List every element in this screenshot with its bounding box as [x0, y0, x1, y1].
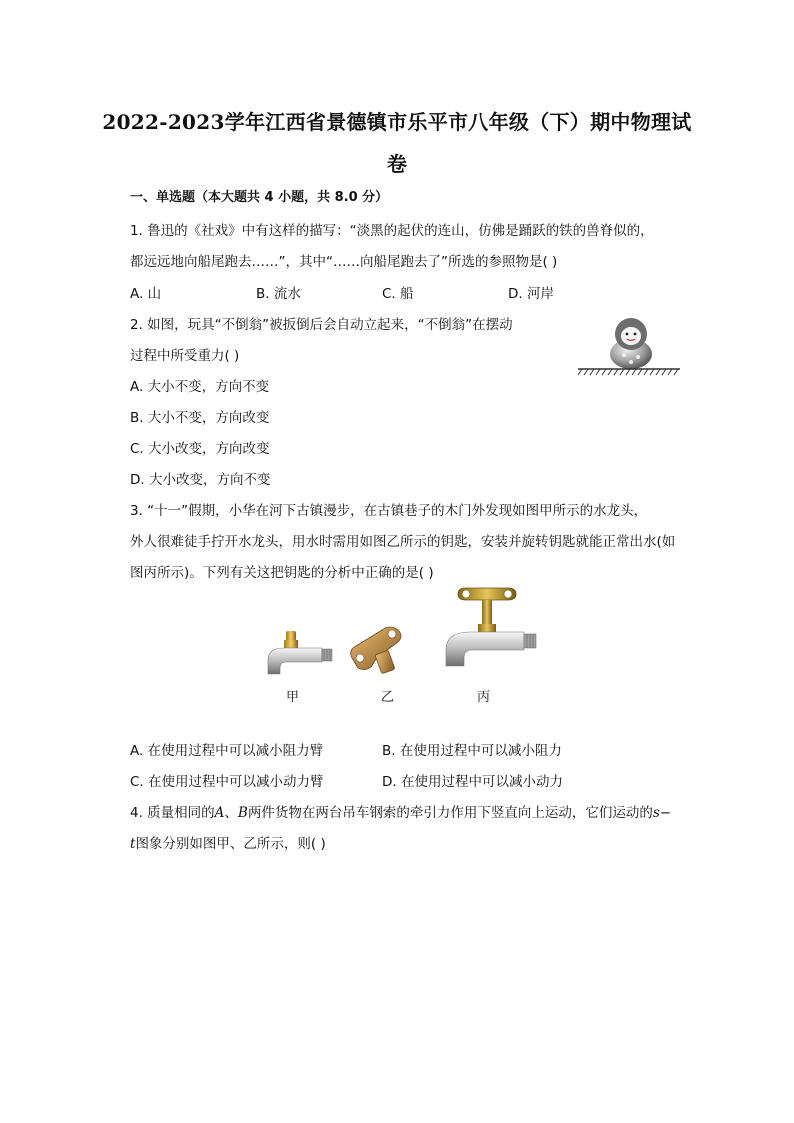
- tumbler-toy-figure: [576, 308, 682, 380]
- q4-text-a: 4. 质量相同的: [130, 805, 215, 821]
- q4-var-t: t: [130, 836, 136, 852]
- q4-var-s: s: [652, 805, 660, 821]
- caption-bing: 丙: [477, 690, 491, 705]
- q4-sep: 、: [224, 805, 238, 821]
- caption-yi: 乙: [381, 690, 395, 705]
- q3-option-d: D. 在使用过程中可以减小动力: [382, 774, 563, 790]
- question-3-line3: 图丙所示)。下列有关这把钥匙的分析中正确的是( ): [130, 565, 434, 581]
- exam-title-line2: 卷: [386, 152, 408, 176]
- section-heading: 一、单选题（本大题共 4 小题，共 8.0 分）: [130, 190, 389, 205]
- question-4-line1: [130, 801, 671, 821]
- q4-var-b: B: [237, 805, 248, 821]
- question-3-line2: 外人很难徒手拧开水龙头，用水时需用如图乙所示的钥匙，安装并旋转钥匙就能正常出水(如: [130, 534, 676, 550]
- q2-option-a: A. 大小不变，方向不变: [130, 379, 270, 395]
- question-2-line1: 2. 如图，玩具“不倒翁”被扳倒后会自动立起来，“不倒翁”在摆动: [130, 317, 513, 333]
- q1-option-b: B. 流水: [256, 286, 301, 302]
- faucet-bing-figure: [438, 586, 540, 680]
- question-1-line2: 都远远地向船尾跑去……”，其中“……向船尾跑去了”所选的参照物是( ): [130, 254, 558, 270]
- q1-option-a: A. 山: [130, 286, 162, 302]
- q4-dash: −: [659, 805, 672, 821]
- q3-option-c: C. 在使用过程中可以减小动力臂: [130, 774, 324, 790]
- question-1-line1: 1. 鲁迅的《社戏》中有这样的描写：“淡黑的起伏的连山，仿佛是踊跃的铁的兽脊似的，: [130, 223, 654, 239]
- key-yi-figure: [348, 620, 418, 680]
- faucet-jia-figure: [258, 628, 338, 680]
- q1-option-c: C. 船: [382, 286, 414, 302]
- q3-option-b: B. 在使用过程中可以减小阻力: [382, 743, 562, 759]
- exam-title-line1: 2022-2023学年江西省景德镇市乐平市八年级（下）期中物理试: [102, 110, 692, 134]
- caption-jia: 甲: [286, 690, 300, 705]
- q3-option-a: A. 在使用过程中可以减小阻力臂: [130, 743, 324, 759]
- q4-text-b: 两件货物在两台吊车钢索的牵引力作用下竖直向上运动，它们运动的: [247, 805, 653, 821]
- q1-option-d: D. 河岸: [508, 286, 554, 302]
- q4-line2-text: 图象分别如图甲、乙所示，则( ): [135, 836, 326, 852]
- question-3-line1: 3. “十一”假期，小华在河下古镇漫步，在古镇巷子的木门外发现如图甲所示的水龙头，: [130, 503, 648, 519]
- q2-option-c: C. 大小改变，方向改变: [130, 441, 270, 457]
- q2-option-d: D. 大小改变，方向不变: [130, 472, 271, 488]
- question-4-line2: [130, 832, 326, 852]
- question-2-line2: 过程中所受重力( ): [130, 348, 240, 364]
- q4-var-a: A: [214, 805, 225, 821]
- q2-option-b: B. 大小不变，方向改变: [130, 410, 270, 426]
